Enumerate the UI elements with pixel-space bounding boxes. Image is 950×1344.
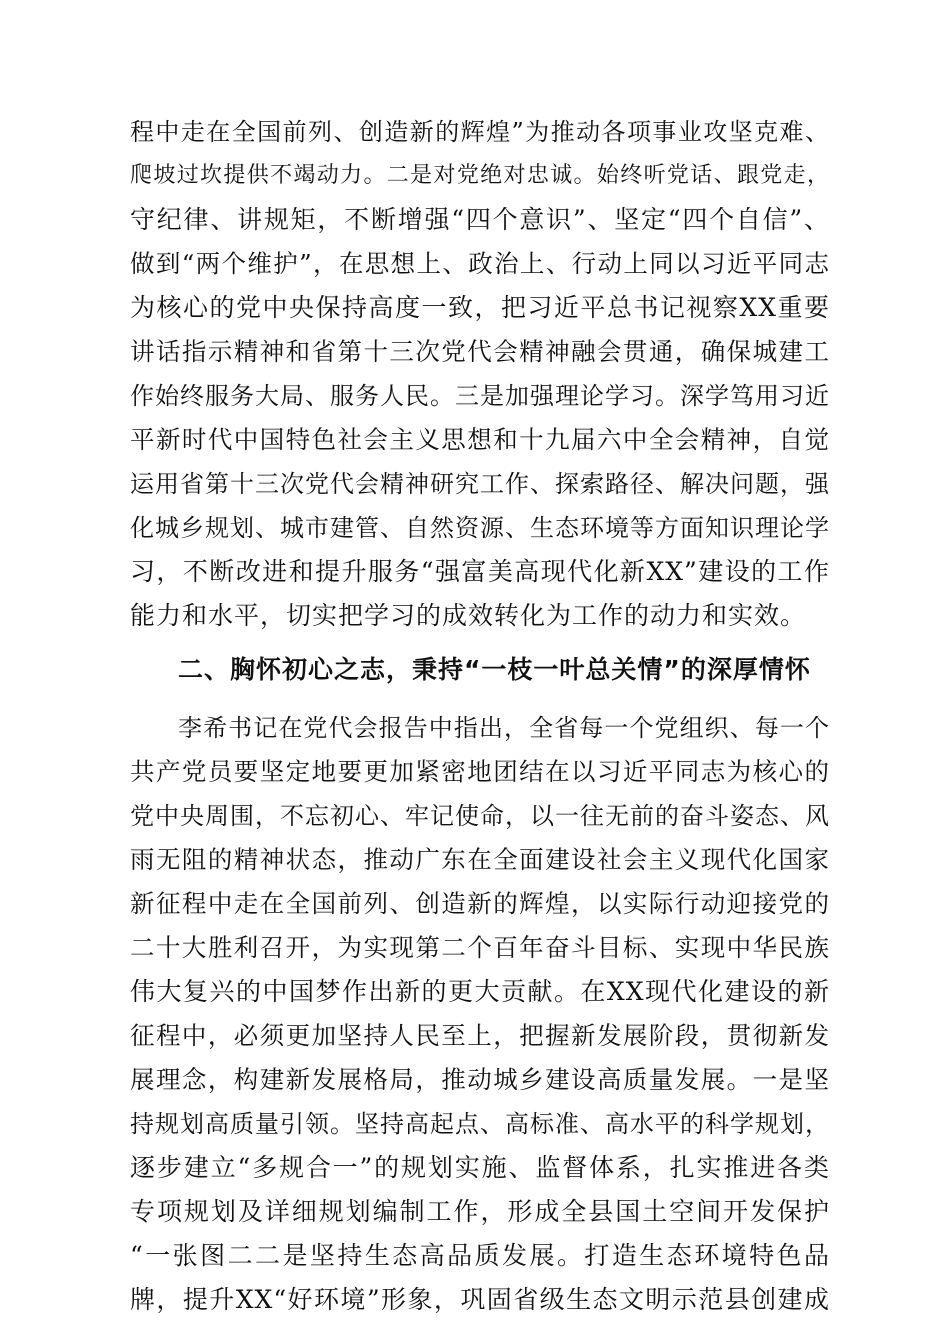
body-line: 李希书记在党代会报告中指出，全省每一个党组织、每一个 xyxy=(178,714,830,742)
body-line: 运用省第十三次党代会精神研究工作、探索路径、解决问题，强 xyxy=(130,470,830,498)
body-line: 为核心的党中央保持高度一致，把习近平总书记视察XX重要 xyxy=(130,293,830,322)
body-line: 做到“两个维护”，在思想上、政治上、行动上同以习近平同志 xyxy=(130,249,830,278)
body-line: 讲话指示精神和省第十三次党代会精神融会贯通，确保城建工 xyxy=(130,337,830,366)
body-line: 逐步建立“多规合一”的规划实施、监督体系，扎实推进各类 xyxy=(130,1153,830,1182)
body-line: 守纪律、讲规矩，不断增强“四个意识”、坚定“四个自信”、 xyxy=(130,205,830,234)
body-line: 化城乡规划、城市建管、自然资源、生态环境等方面知识理论学 xyxy=(130,514,830,542)
body-line: 持规划高质量引领。坚持高起点、高标准、高水平的科学规划， xyxy=(130,1110,830,1138)
body-line: 二十大胜利召开，为实现第二个百年奋斗目标、实现中华民族 xyxy=(130,933,830,962)
body-line: 爬坡过坎提供不竭动力。二是对党绝对忠诚。始终听党话、跟党走， xyxy=(130,163,830,188)
body-line: 能力和水平，切实把学习的成效转化为工作的动力和实效。 xyxy=(130,601,807,630)
body-line: 牌，提升XX“好环境”形象，巩固省级生态文明示范县创建成 xyxy=(130,1285,830,1314)
body-line: 雨无阻的精神状态，推动广东在全面建设社会主义现代化国家 xyxy=(130,845,830,874)
body-line: 习，不断改进和提升服务“强富美高现代化新XX”建设的工作 xyxy=(130,557,830,586)
body-line: “一张图二二是坚持生态高品质发展。打造生态环境特色品 xyxy=(130,1241,830,1270)
body-line: 伟大复兴的中国梦作出新的更大贡献。在XX现代化建设的新 xyxy=(130,977,830,1006)
body-line: 新征程中走在全国前列、创造新的辉煌，以实际行动迎接党的 xyxy=(130,889,830,918)
body-line: 展理念，构建新发展格局，推动城乡建设高质量发展。一是坚 xyxy=(130,1065,830,1094)
body-line: 程中走在全国前列、创造新的辉煌”为推动各项事业攻坚克难、 xyxy=(130,118,830,146)
body-line: 共产党员要坚定地要更加紧密地团结在以习近平同志为核心的 xyxy=(130,757,830,786)
body-line: 作始终服务大局、服务人民。三是加强理论学习。深学笃用习近 xyxy=(130,382,830,410)
body-line: 党中央周围，不忘初心、牢记使命，以一往无前的奋斗姿态、风 xyxy=(130,802,830,830)
body-line: 平新时代中国特色社会主义思想和十九届六中全会精神，自觉 xyxy=(130,425,830,454)
body-line: 征程中，必须更加坚持人民至上，把握新发展阶段，贯彻新发 xyxy=(130,1021,830,1050)
section-heading: 二、胸怀初心之志，秉持“一枝一叶总关情”的深厚情怀 xyxy=(178,655,811,684)
body-line: 专项规划及详细规划编制工作，形成全县国土空间开发保护 xyxy=(130,1197,830,1226)
